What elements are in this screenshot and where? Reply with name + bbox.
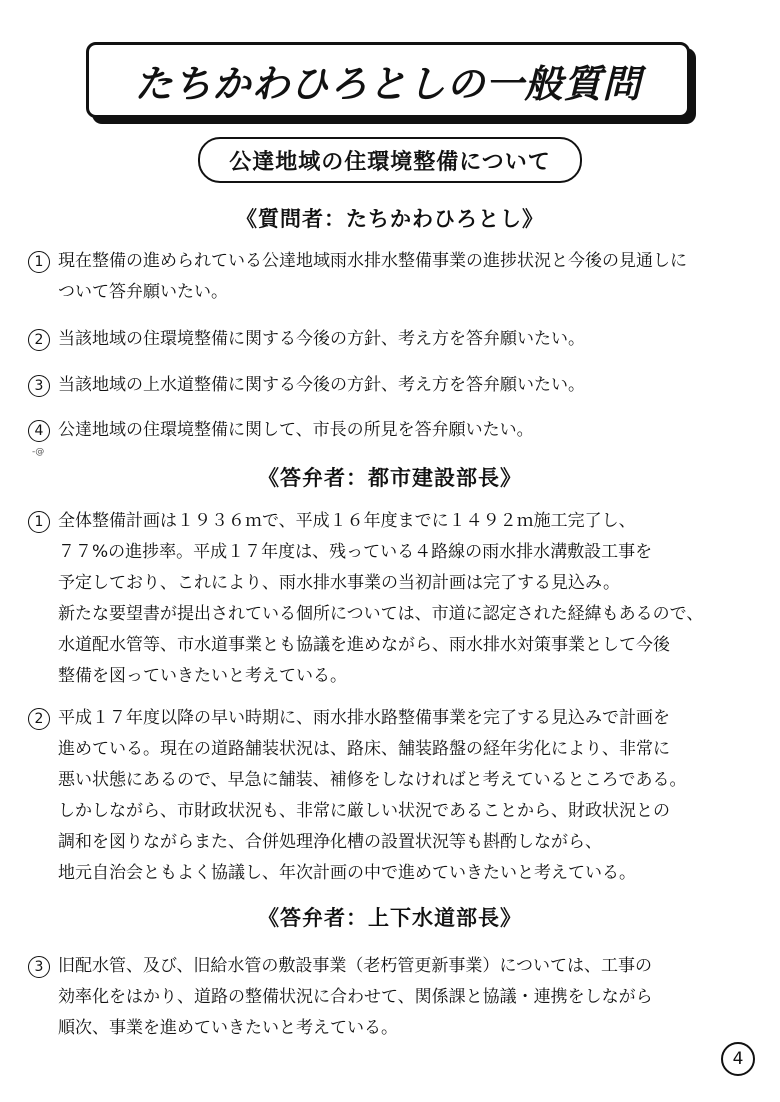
text-line: 当該地域の上水道整備に関する今後の方針、考え方を答弁願いたい。 <box>58 375 585 395</box>
text-line: 予定しており、これにより、雨水排水事業の当初計画は完了する見込み。 <box>58 573 621 593</box>
answer-number: 2 <box>28 708 50 730</box>
page-subtitle: 公達地域の住環境整備について <box>229 149 551 175</box>
text-line: 順次、事業を進めていきたいと考えている。 <box>58 1018 398 1038</box>
answer-item <box>28 951 758 1044</box>
question-item <box>28 324 758 355</box>
text-line: 平成１７年度以降の早い時期に、雨水排水路整備事業を完了する見込みで計画を <box>58 708 670 728</box>
answer-number: 3 <box>28 956 50 978</box>
text-line: ７７%の進捗率。平成１７年度は、残っている４路線の雨水排水溝敷設工事を <box>58 542 653 562</box>
text-line: 整備を図っていきたいと考えている。 <box>58 666 347 686</box>
question-number: 4 <box>28 420 50 442</box>
page-number: 4 <box>721 1042 755 1076</box>
text-line: 進めている。現在の道路舗装状況は、路床、舗装路盤の経年劣化により、非常に <box>58 739 670 759</box>
answer-number: 1 <box>28 511 50 533</box>
text-line: 水道配水管等、市水道事業とも協議を進めながら、雨水排水対策事業として今後 <box>58 635 670 655</box>
page-title: たちかわひろとしの一般質問 <box>134 61 642 106</box>
text-line: 新たな要望書が提出されている個所については、市道に認定された経緯もあるので、 <box>58 604 704 624</box>
subtitle-box <box>198 137 582 183</box>
text-line: しかしながら、市財政状況も、非常に厳しい状況であることから、財政状況との <box>58 801 670 821</box>
answer-item <box>28 506 758 692</box>
text-line: 現在整備の進められている公達地域雨水排水整備事業の進捗状況と今後の見通しに <box>58 251 687 271</box>
text-line: 悪い状態にあるので、早急に舗装、補修をしなければと考えているところである。 <box>58 770 687 790</box>
text-line: ついて答弁願いたい。 <box>58 282 228 302</box>
text-line: 全体整備計画は１９３６ｍで、平成１６年度までに１４９２ｍ施工完了し、 <box>58 511 636 531</box>
answer-item <box>28 703 758 889</box>
questioner-heading: 《質問者：たちかわひろとし》 <box>236 207 544 231</box>
title-box <box>86 42 690 118</box>
question-number: 1 <box>28 251 50 273</box>
text-line: 旧配水管、及び、旧給水管の敷設事業（老朽管更新事業）については、工事の <box>58 956 652 976</box>
text-line: 当該地域の住環境整備に関する今後の方針、考え方を答弁願いたい。 <box>58 329 585 349</box>
text-line: 公達地域の住環境整備に関して、市長の所見を答弁願いたい。 <box>58 420 534 440</box>
text-line: 調和を図りながらまた、合併処理浄化槽の設置状況等も斟酌しながら、 <box>58 832 602 852</box>
question-number: 2 <box>28 329 50 351</box>
answer-heading-1: 《答弁者：都市建設部長》 <box>258 466 522 490</box>
question-item <box>28 370 758 401</box>
question-item <box>28 415 758 446</box>
question-number: 3 <box>28 375 50 397</box>
answer-heading-2: 《答弁者：上下水道部長》 <box>258 906 522 930</box>
question-item <box>28 246 758 308</box>
text-line: 効率化をはかり、道路の整備状況に合わせて、関係課と協議・連携をしながら <box>58 987 653 1007</box>
small-mark: -@ <box>32 447 45 457</box>
text-line: 地元自治会ともよく協議し、年次計画の中で進めていきたいと考えている。 <box>58 863 636 883</box>
